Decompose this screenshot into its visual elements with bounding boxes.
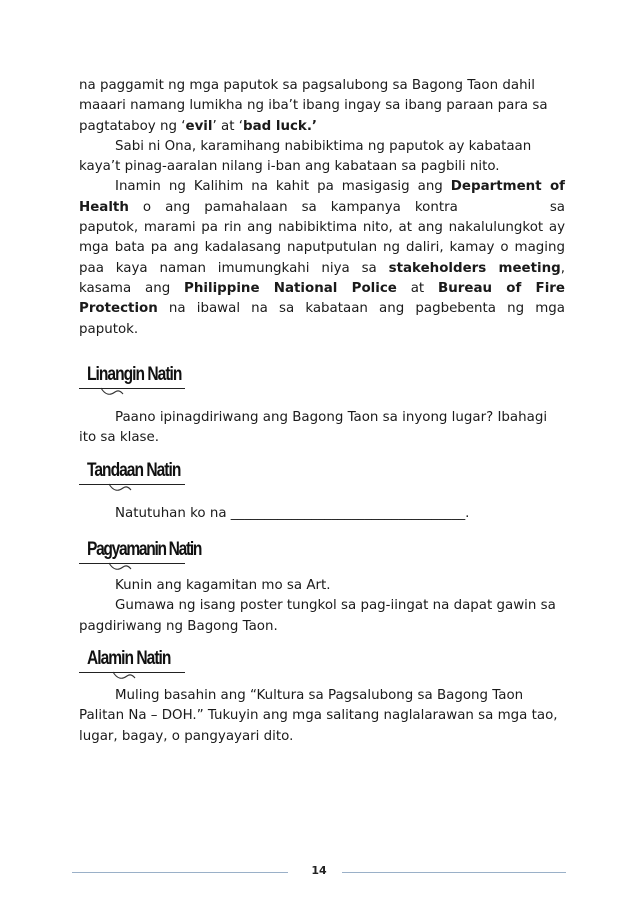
section-title: Pagyamanin Natin: [87, 539, 202, 560]
page-number: 14: [311, 864, 327, 877]
heading-underline: [79, 484, 185, 485]
section-body-linangin: Paano ipinagdiriwang ang Bagong Taon sa inyong lugar? Ibahagi ito sa klase.: [79, 410, 548, 446]
stakeholders-term: stakeholders meeting: [388, 260, 561, 276]
ona-paragraph: Sabi ni Ona, karamihang nabibiktima ng paputok ay kabataan kaya’t pinag-aaralan nilang i-ban ang kabataan sa pagbili nito.: [79, 138, 532, 175]
swirl-decoration-icon: [79, 376, 185, 406]
section-title: Tandaan Natin: [87, 460, 181, 481]
intro-paragraph: na paggamit ng mga paputok sa pagsalubong sa Bagong Taon dahil maaari namang lumikha ng iba’t ibang ingay sa ibang paraan para sa pagtataboy ng ‘evil’ at ‘bad luck.’: [79, 78, 548, 134]
kalihim-paragraph: Inamin ng Kalihim na kahit pa masigasig ang Department of Health o ang pamahalaan sa kampanya kontra sa paputok, marami pa rin ang nabibiktima nito, at ang nakalulungkot ay mga bata pa ang kadalasang naputputulan ng daliri, kamay o maging paa kaya naman imumungkahi niya sa stakeholders meeting, kasama ang Philippine National Police at Bureau of Fire Protection na ibawal na sa kabataan ang pagbebenta ng mga paputok.: [79, 179, 566, 337]
section-heading-linangin: [79, 362, 185, 402]
bfp-term: Bureau of Fire Protection: [79, 280, 565, 317]
section-body-tandaan: Natutuhan ko na ___________________________________.: [115, 506, 470, 521]
article-continuation: [79, 76, 565, 340]
section-heading-pagyamanin: [79, 537, 202, 577]
heading-underline: [79, 672, 185, 673]
section-title: Linangin Natin: [87, 364, 182, 385]
section-body-pagyamanin: Kunin ang kagamitan mo sa Art. Gumawa ng isang poster tungkol sa pag-iingat na dapat gawin sa pagdiriwang ng Bagong Taon.: [79, 578, 556, 634]
doh-term: Department of Health: [79, 179, 566, 215]
pnp-term: Philippine National Police: [184, 280, 397, 296]
bad-luck-term: bad luck.’: [242, 118, 317, 134]
section-heading-alamin: [79, 646, 185, 686]
section-title: Alamin Natin: [87, 648, 171, 669]
heading-underline: [79, 388, 185, 389]
section-body-alamin: Muling basahin ang “Kultura sa Pagsalubong sa Bagong Taon Palitan Na – DOH.” Tukuyin ang mga salitang naglalarawan sa mga tao, lugar, bagay, o pangyayari dito.: [79, 688, 558, 744]
evil-term: evil: [185, 118, 213, 134]
heading-underline: [79, 563, 185, 564]
swirl-decoration-icon: [79, 472, 185, 502]
section-heading-tandaan: [79, 458, 185, 498]
